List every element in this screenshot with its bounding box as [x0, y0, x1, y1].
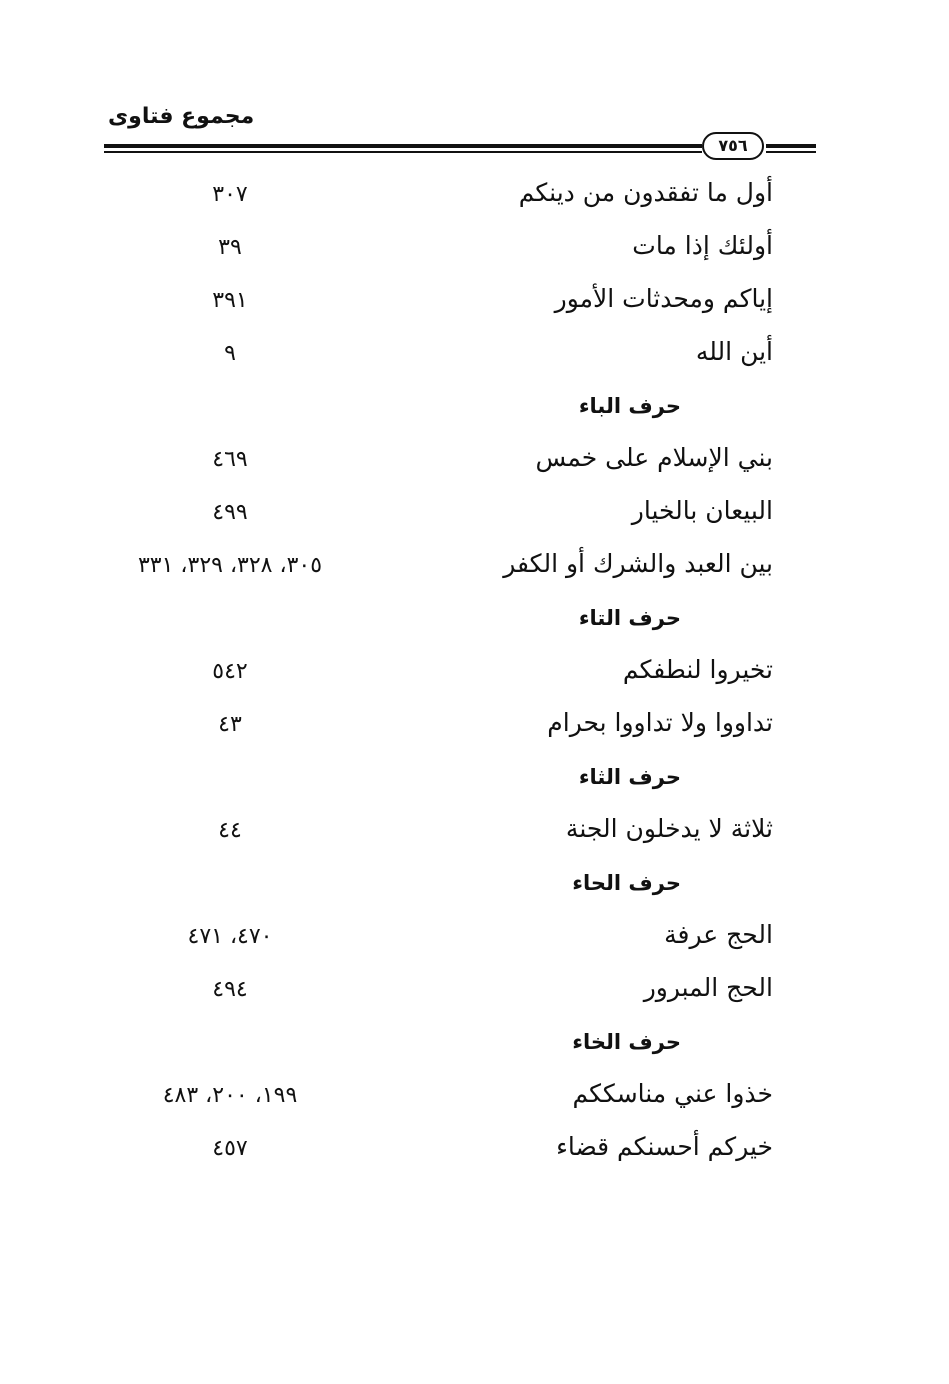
- hadith-phrase: ثلاثة لا يدخلون الجنة: [565, 814, 773, 843]
- index-entry: [0, 1126, 949, 1179]
- page-references: ٤٣: [218, 712, 242, 737]
- hadith-phrase: أين الله: [695, 337, 773, 366]
- hadith-phrase: الحج عرفة: [664, 920, 773, 949]
- page-number-badge: ٧٥٦: [702, 132, 764, 160]
- letter-section-heading: [0, 861, 949, 914]
- index-entry: [0, 437, 949, 490]
- letter-section-heading: [0, 1020, 949, 1073]
- page-references: ٩: [224, 341, 236, 366]
- hadith-phrase: خذوا عني مناسككم: [572, 1079, 773, 1108]
- letter-heading: حرف الحاء: [572, 871, 681, 895]
- letter-heading: حرف الخاء: [572, 1030, 681, 1054]
- page-references: ٤٧٠، ٤٧١: [187, 924, 273, 949]
- index-entry: [0, 543, 949, 596]
- index-entry: [0, 702, 949, 755]
- letter-section-heading: [0, 596, 949, 649]
- hadith-phrase: أولئك إذا مات: [632, 231, 773, 260]
- hadith-phrase: أول ما تفقدون من دينكم: [518, 178, 773, 207]
- page-references: ٣٩: [218, 235, 242, 260]
- hadith-phrase: الحج المبرور: [643, 973, 773, 1002]
- hadith-phrase: إياكم ومحدثات الأمور: [554, 284, 773, 313]
- page-references: ٣٩١: [212, 288, 248, 313]
- page-references: ٣٠٧: [212, 182, 248, 207]
- index-entry: [0, 490, 949, 543]
- letter-heading: حرف التاء: [578, 606, 681, 630]
- book-title: مجموع فتاوى: [108, 104, 255, 129]
- index-entry: [0, 225, 949, 278]
- letter-heading: حرف الباء: [578, 394, 681, 418]
- index-entry: [0, 172, 949, 225]
- page-references: ٥٤٢: [212, 659, 248, 684]
- index-entry: [0, 278, 949, 331]
- page-references: ١٩٩، ٢٠٠، ٤٨٣: [162, 1083, 298, 1108]
- index-entry: [0, 967, 949, 1020]
- index-entry: [0, 914, 949, 967]
- hadith-index-list: [0, 172, 949, 1179]
- hadith-phrase: خيركم أحسنكم قضاء: [556, 1132, 773, 1161]
- running-header: [104, 104, 816, 160]
- page-references: ٤٤: [218, 818, 242, 843]
- header-rule-left: [104, 144, 702, 153]
- header-rule-right: [766, 144, 816, 153]
- hadith-phrase: البيعان بالخيار: [631, 496, 773, 525]
- letter-heading: حرف الثاء: [578, 765, 681, 789]
- index-entry: [0, 649, 949, 702]
- letter-section-heading: [0, 384, 949, 437]
- index-entry: [0, 1073, 949, 1126]
- index-entry: [0, 331, 949, 384]
- page-references: ٣٠٥، ٣٢٨، ٣٢٩، ٣٣١: [137, 553, 323, 578]
- hadith-phrase: بني الإسلام على خمس: [535, 443, 773, 472]
- page-references: ٤٥٧: [212, 1136, 248, 1161]
- page-references: ٤٦٩: [212, 447, 248, 472]
- hadith-phrase: تداووا ولا تداووا بحرام: [547, 708, 773, 737]
- letter-section-heading: [0, 755, 949, 808]
- hadith-phrase: تخيروا لنطفكم: [622, 655, 773, 684]
- page-references: ٤٩٤: [212, 977, 248, 1002]
- page-references: ٤٩٩: [212, 500, 248, 525]
- hadith-phrase: بين العبد والشرك أو الكفر: [503, 549, 773, 578]
- index-entry: [0, 808, 949, 861]
